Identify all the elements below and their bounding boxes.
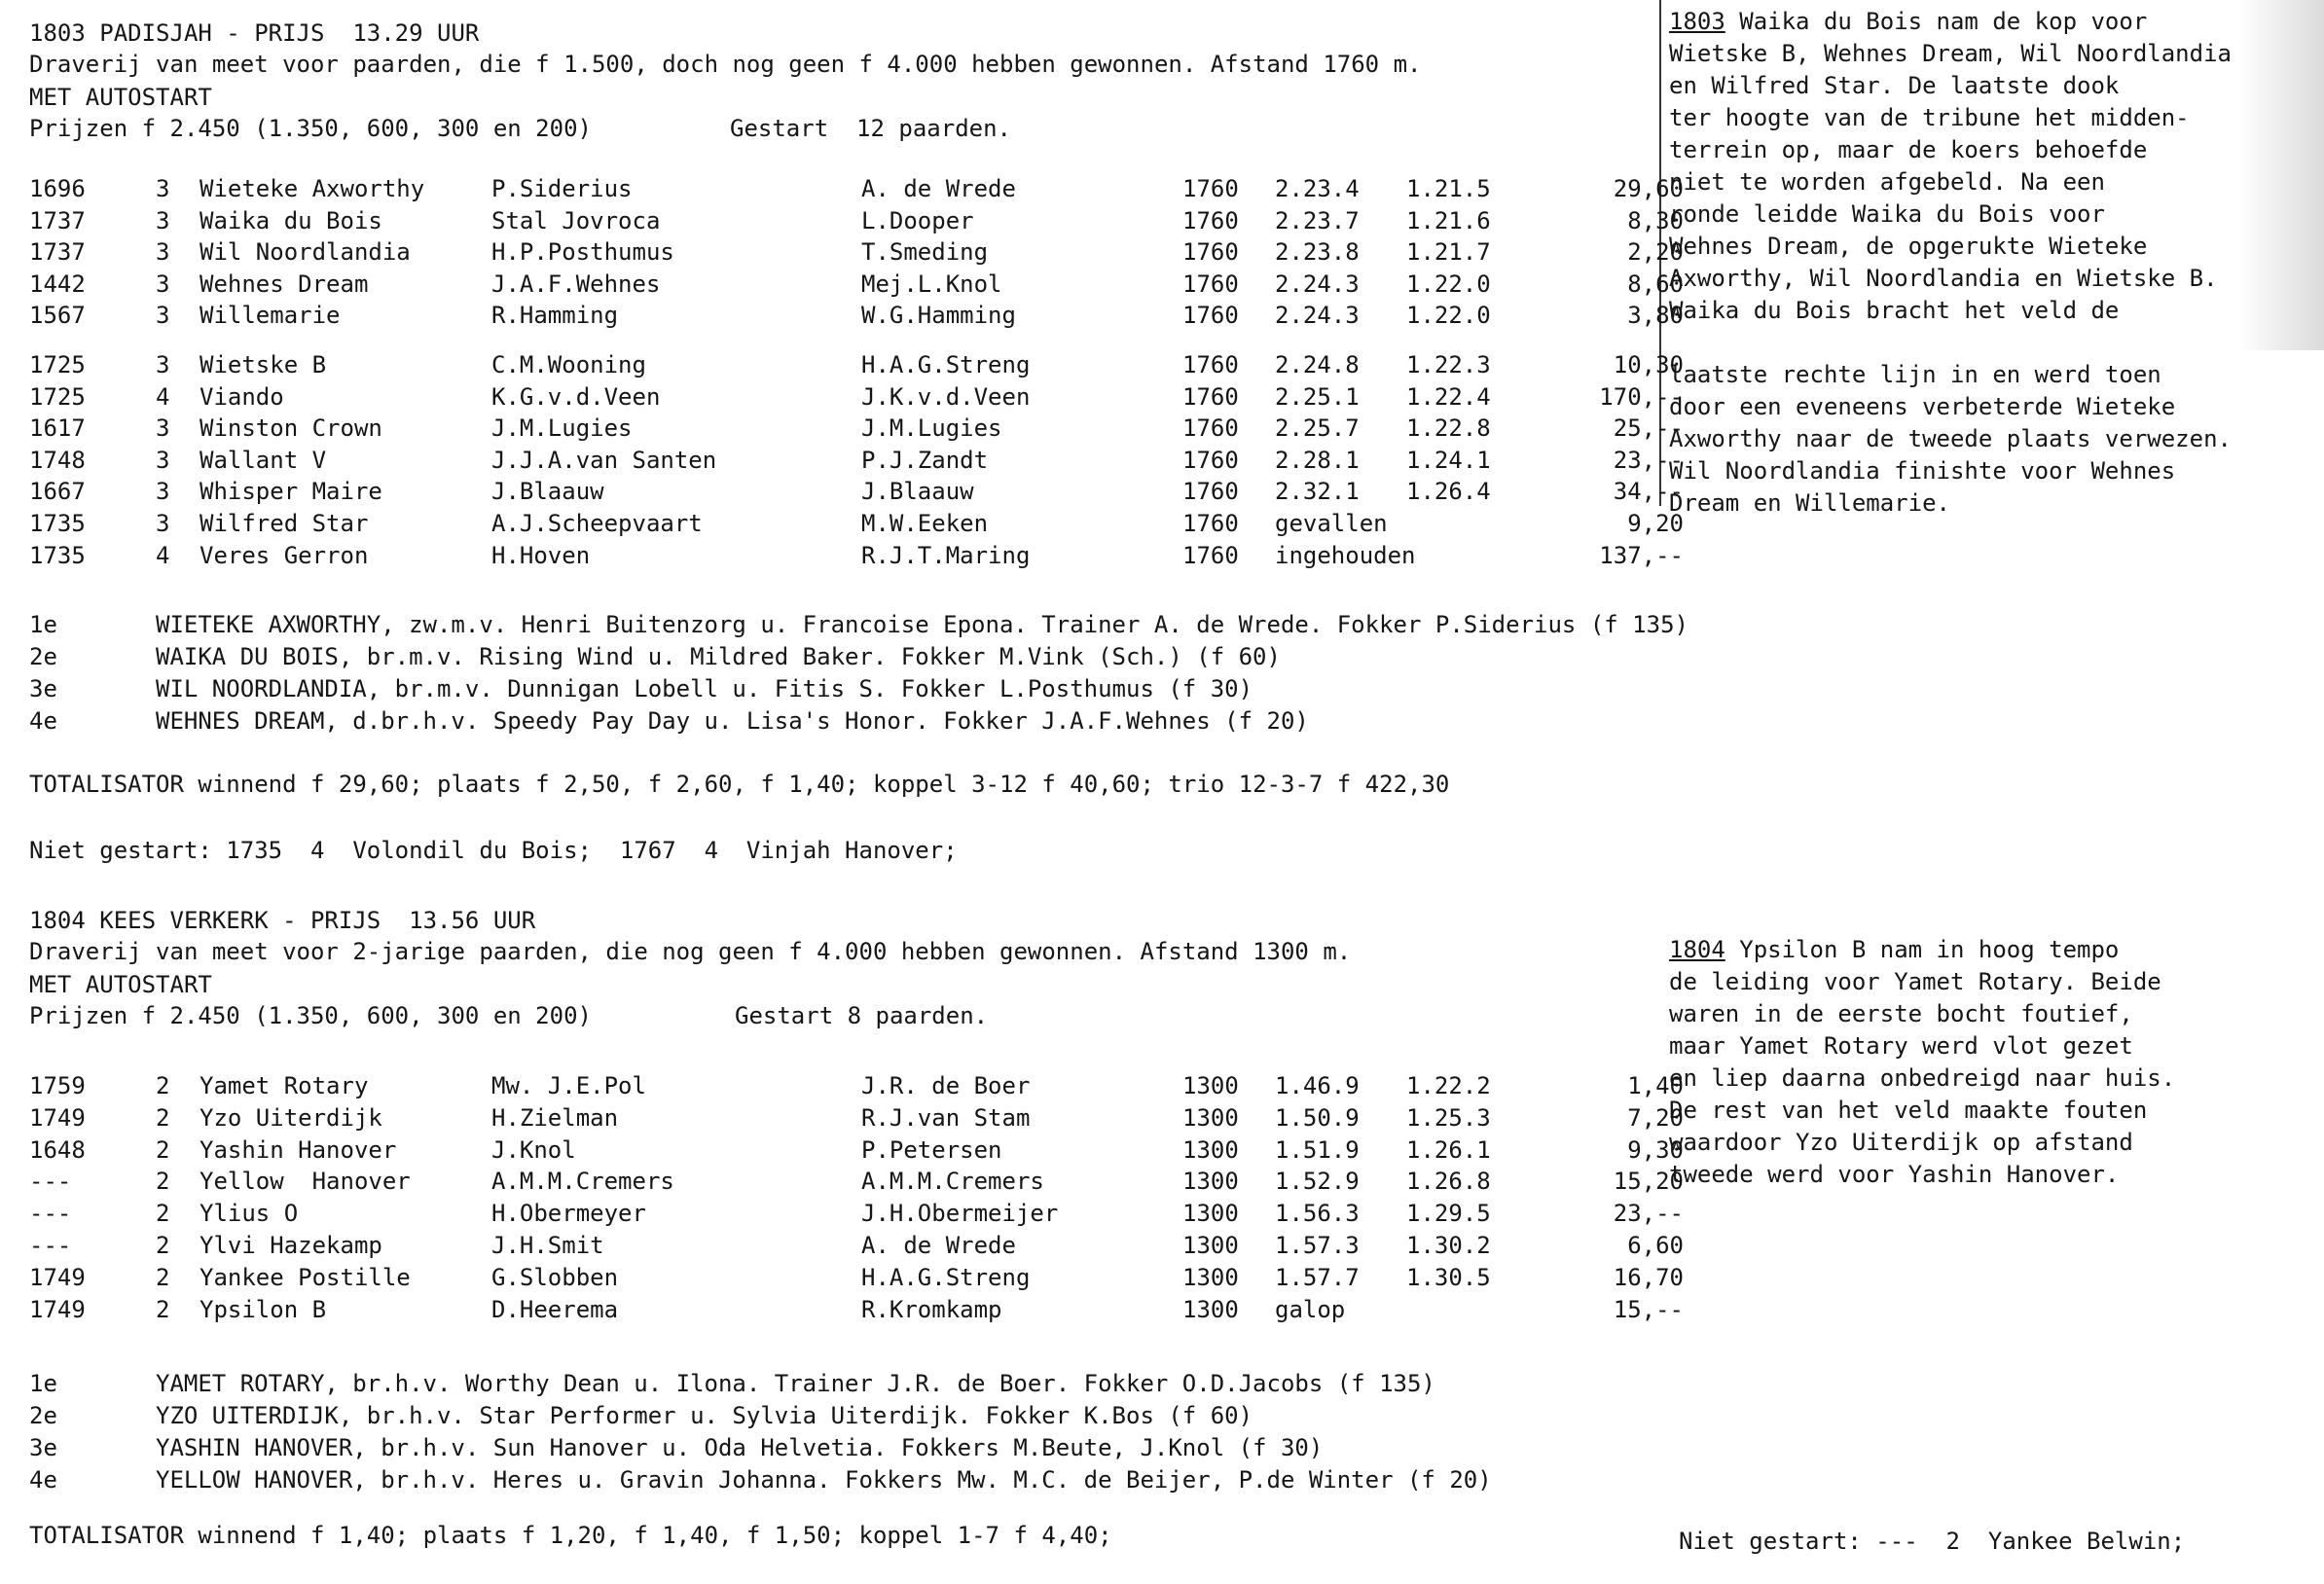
placing-label: 3e [29,1434,57,1461]
horse-age: 3 [156,478,170,506]
race-1803-started: Gestart 12 paarden. [730,115,1011,142]
km-time: 1.30.2 [1406,1232,1491,1259]
placing-label: 2e [29,643,57,670]
placing-description: WIETEKE AXWORTHY, zw.m.v. Henri Buitenzorg u. Francoise Epona. Trainer A. de Wrede. Fokker P.Siderius (f 135) [156,611,1689,638]
table-row [29,173,1684,205]
table-row [29,1102,1684,1134]
start-number: 1696 [29,175,86,202]
race-1804-report-line [1669,934,2311,966]
placing-row [29,641,1684,673]
owner: H.Hoven [491,541,591,569]
race-time: 1.57.7 [1275,1263,1360,1291]
placing-row [29,609,1689,641]
driver: L.Dooper [861,206,974,234]
table-row [29,540,1684,572]
odds: 8,30 [1627,206,1684,234]
horse-name: Yashin Hanover [200,1135,397,1164]
table-row [29,1070,1684,1102]
race-1803-not-started: Niet gestart: 1735 4 Volondil du Bois; 1767 4 Vinjah Hanover; [29,837,958,864]
horse-name: Yamet Rotary [200,1072,369,1099]
owner: K.G.v.d.Veen [491,382,661,411]
race-1803-report-line: Axworthy naar de tweede plaats verwezen. [1669,425,2232,452]
horse-age: 3 [156,206,170,234]
start-number: 1725 [29,351,86,378]
horse-age: 3 [156,175,170,202]
placing-row [29,1432,1684,1464]
km-time: 1.22.0 [1406,302,1491,330]
race-time: 2.32.1 [1275,478,1360,506]
horse-name: Ylius O [200,1200,299,1228]
race-1803-report-line: Dream en Willemarie. [1669,489,1950,517]
start-number: 1759 [29,1072,86,1099]
horse-age: 3 [156,238,170,267]
start-number: --- [29,1168,72,1196]
start-number: 1567 [29,302,86,330]
horse-name: Yankee Postille [200,1263,411,1291]
driver: J.R. de Boer [861,1072,1031,1099]
distance: 1760 [1182,351,1239,378]
race-time: 1.56.3 [1275,1200,1360,1228]
distance: 1300 [1182,1135,1239,1164]
race-1804-start-type: MET AUTOSTART [29,971,212,998]
horse-age: 2 [156,1232,170,1259]
race-1804-heading: 1804 KEES VERKERK - PRIJS 13.56 UUR [29,907,536,934]
odds: 34,-- [1613,478,1684,506]
odds: 10,30 [1613,351,1684,378]
start-number: 1737 [29,206,86,234]
race-1803-report-line: en Wilfred Star. De laatste dook [1669,72,2120,99]
race-time: 2.25.1 [1275,382,1360,411]
driver: H.A.G.Streng [861,351,1031,378]
start-number: 1667 [29,478,86,506]
race-1803-report-line: Waika du Bois bracht het veld de [1669,297,2120,324]
owner: A.M.M.Cremers [491,1168,674,1196]
owner: Mw. J.E.Pol [491,1072,646,1099]
start-number: 1748 [29,446,86,474]
placing-label: 1e [29,611,57,638]
km-time: 1.22.2 [1406,1072,1491,1099]
race-time: 2.28.1 [1275,446,1360,474]
distance: 1760 [1182,478,1239,506]
race-1803-report [1669,6,2311,520]
race-1803-report-line: Wietske B, Wehnes Dream, Wil Noordlandia [1669,40,2232,67]
odds: 23,-- [1613,446,1684,474]
horse-age: 3 [156,270,170,298]
race-1804-conditions: Draverij van meet voor 2-jarige paarden, die nog geen f 4.000 hebben gewonnen. Afstand 1300 m. [29,938,1352,965]
race-1803-report-number: 1803 [1669,8,1725,35]
placing-label: 2e [29,1402,57,1429]
horse-name: Viando [200,382,284,411]
horse-age: 3 [156,351,170,378]
race-time: 2.24.3 [1275,302,1360,330]
odds: 15,-- [1613,1295,1684,1323]
distance: 1300 [1182,1168,1239,1196]
owner: C.M.Wooning [491,351,646,378]
horse-age: 2 [156,1295,170,1323]
start-number: 1749 [29,1103,86,1132]
start-number: 1749 [29,1295,86,1323]
km-time: 1.22.8 [1406,414,1491,443]
start-number: 1725 [29,382,86,411]
odds: 6,60 [1627,1232,1684,1259]
distance: 1300 [1182,1232,1239,1259]
horse-age: 2 [156,1200,170,1228]
owner: J.M.Lugies [491,414,633,443]
race-1803-report-line: door een eveneens verbeterde Wieteke [1669,393,2176,420]
horse-name: Wehnes Dream [200,270,369,298]
horse-name: Wietske B [200,351,327,378]
placing-label: 4e [29,1466,57,1494]
km-time: 1.22.3 [1406,351,1491,378]
placing-description: YELLOW HANOVER, br.h.v. Heres u. Gravin Johanna. Fokkers Mw. M.C. de Beijer, P.de Winter (f 20) [156,1466,1492,1494]
owner: J.J.A.van Santen [491,446,717,474]
race-1803-report-line: Wehnes Dream, de opgerukte Wieteke [1669,233,2148,260]
owner: R.Hamming [491,302,619,330]
race-time: 2.24.8 [1275,351,1360,378]
placing-label: 4e [29,707,57,735]
race-time: gevallen [1275,510,1388,537]
km-time: 1.25.3 [1406,1103,1491,1132]
race-1803-conditions: Draverij van meet voor paarden, die f 1.500, doch nog geen f 4.000 hebben gewonnen. Afstand 1760 m. [29,51,1422,78]
table-row [29,1166,1684,1198]
table-row [29,476,1684,508]
horse-name: Willemarie [200,302,341,330]
horse-name: Whisper Maire [200,478,382,506]
owner: H.Zielman [491,1103,619,1132]
km-time: 1.21.5 [1406,175,1491,202]
horse-name: Wil Noordlandia [200,238,411,267]
placing-description: WAIKA DU BOIS, br.m.v. Rising Wind u. Mildred Baker. Fokker M.Vink (Sch.) (f 60) [156,643,1281,670]
owner: J.Knol [491,1135,576,1164]
horse-name: Winston Crown [200,414,382,443]
odds: 137,-- [1599,541,1684,569]
odds: 7,20 [1627,1103,1684,1132]
table-row [29,1294,1684,1326]
race-1804-report-line: waren in de eerste bocht foutief, [1669,1000,2133,1027]
race-1804-not-started: Niet gestart: --- 2 Yankee Belwin; [1679,1528,2186,1555]
table-row [29,300,1684,332]
driver: P.Petersen [861,1135,1002,1164]
race-time: 2.23.8 [1275,238,1360,267]
race-1803-prizes: Prijzen f 2.450 (1.350, 600, 300 en 200) [29,115,592,142]
table-row [29,1230,1684,1262]
race-time: galop [1275,1295,1346,1323]
owner: P.Siderius [491,175,633,202]
start-number: 1737 [29,238,86,267]
placing-label: 1e [29,1370,57,1397]
distance: 1300 [1182,1103,1239,1132]
km-time: 1.21.6 [1406,206,1491,234]
race-time: 1.50.9 [1275,1103,1360,1132]
race-1803-report-line: laatste rechte lijn in en werd toen [1669,361,2161,388]
placing-row [29,705,1684,738]
table-row [29,508,1684,540]
owner: D.Heerema [491,1295,619,1323]
race-1803-report-line-text: Waika du Bois nam de kop voor [1725,8,2148,35]
race-1804-report-number: 1804 [1669,936,1725,963]
driver: Mej.L.Knol [861,270,1002,298]
race-time: 1.51.9 [1275,1135,1360,1164]
distance: 1760 [1182,175,1239,202]
placing-label: 3e [29,675,57,702]
odds: 9,30 [1627,1135,1684,1164]
table-row [29,205,1684,237]
start-number: --- [29,1200,72,1228]
table-row [29,1134,1684,1167]
horse-age: 4 [156,541,170,569]
odds: 25,-- [1613,414,1684,443]
table-row [29,349,1684,381]
distance: 1760 [1182,541,1239,569]
distance: 1760 [1182,206,1239,234]
placing-description: YAMET ROTARY, br.h.v. Worthy Dean u. Ilona. Trainer J.R. de Boer. Fokker O.D.Jacobs (f 135) [156,1370,1435,1397]
km-time: 1.22.0 [1406,270,1491,298]
race-1803-heading: 1803 PADISJAH - PRIJS 13.29 UUR [29,19,480,47]
km-time: 1.30.5 [1406,1263,1491,1291]
race-1803-report-line: ronde leidde Waika du Bois voor [1669,200,2105,228]
horse-name: Veres Gerron [200,541,369,569]
horse-name: Ylvi Hazekamp [200,1232,382,1259]
driver: J.M.Lugies [861,414,1002,443]
horse-name: Ypsilon B [200,1295,327,1323]
placing-row [29,1368,1684,1400]
placing-row [29,1400,1684,1432]
placing-description: WEHNES DREAM, d.br.h.v. Speedy Pay Day u. Lisa's Honor. Fokker J.A.F.Wehnes (f 20) [156,707,1309,735]
distance: 1300 [1182,1072,1239,1099]
race-1803-start-type: MET AUTOSTART [29,84,212,111]
race-1804-prizes: Prijzen f 2.450 (1.350, 600, 300 en 200) [29,1002,592,1029]
distance: 1300 [1182,1263,1239,1291]
table-row [29,445,1684,477]
horse-name: Wieteke Axworthy [200,175,425,202]
race-1803-report-line: niet te worden afgebeld. Na een [1669,168,2105,196]
horse-age: 2 [156,1103,170,1132]
driver: W.G.Hamming [861,302,1016,330]
owner: J.A.F.Wehnes [491,270,661,298]
start-number: 1648 [29,1135,86,1164]
start-number: 1749 [29,1263,86,1291]
start-number: 1735 [29,541,86,569]
race-1803-report-line [1669,327,2311,359]
horse-age: 3 [156,302,170,330]
race-1804-report-line: de leiding voor Yamet Rotary. Beide [1669,968,2161,995]
race-time: 2.23.4 [1275,175,1360,202]
driver: A. de Wrede [861,175,1016,202]
horse-name: Waika du Bois [200,206,382,234]
race-1804-report-line: tweede werd voor Yashin Hanover. [1669,1161,2120,1188]
driver: J.Blaauw [861,478,974,506]
odds: 15,20 [1613,1168,1684,1196]
horse-age: 2 [156,1072,170,1099]
odds: 16,70 [1613,1263,1684,1291]
table-row [29,1262,1684,1294]
horse-name: Yellow Hanover [200,1168,411,1196]
race-1803-report-line: terrein op, maar de koers behoefde [1669,136,2148,163]
placing-description: YZO UITERDIJK, br.h.v. Star Performer u. Sylvia Uiterdijk. Fokker K.Bos (f 60) [156,1402,1253,1429]
owner: A.J.Scheepvaart [491,510,703,537]
distance: 1760 [1182,302,1239,330]
table-row [29,269,1684,301]
race-time: 2.25.7 [1275,414,1360,443]
odds: 1,40 [1627,1072,1684,1099]
placing-description: YASHIN HANOVER, br.h.v. Sun Hanover u. Oda Helvetia. Fokkers M.Beute, J.Knol (f 30) [156,1434,1324,1461]
table-row [29,381,1684,414]
race-1804-totalisator: TOTALISATOR winnend f 1,40; plaats f 1,20, f 1,40, f 1,50; koppel 1-7 f 4,40; [29,1522,1112,1549]
race-1803-totalisator: TOTALISATOR winnend f 29,60; plaats f 2,50, f 2,60, f 1,40; koppel 3-12 f 40,60; trio 12-3-7 f 422,30 [29,771,1450,798]
race-time: 2.23.7 [1275,206,1360,234]
distance: 1760 [1182,510,1239,537]
race-1803-report-line [1669,6,2311,38]
horse-name: Wilfred Star [200,510,369,537]
owner: G.Slobben [491,1263,619,1291]
distance: 1300 [1182,1200,1239,1228]
driver: J.K.v.d.Veen [861,382,1031,411]
odds: 170,-- [1599,382,1684,411]
driver: P.J.Zandt [861,446,989,474]
distance: 1760 [1182,270,1239,298]
race-1804-report-line: en liep daarna onbedreigd naar huis. [1669,1064,2176,1092]
table-row [29,236,1684,269]
distance: 1760 [1182,446,1239,474]
km-time: 1.26.4 [1406,478,1491,506]
table-row [29,413,1684,445]
table-row [29,1198,1684,1230]
horse-age: 3 [156,510,170,537]
odds: 29,60 [1613,175,1684,202]
race-time: ingehouden [1275,541,1416,569]
placing-row [29,1464,1684,1496]
race-time: 2.24.3 [1275,270,1360,298]
race-time: 1.46.9 [1275,1072,1360,1099]
race-1804-report-line: maar Yamet Rotary werd vlot gezet [1669,1032,2133,1060]
odds: 3,80 [1627,302,1684,330]
distance: 1760 [1182,238,1239,267]
odds: 9,20 [1627,510,1684,537]
horse-age: 3 [156,414,170,443]
horse-age: 3 [156,446,170,474]
horse-age: 2 [156,1135,170,1164]
race-1803-report-line: Axworthy, Wil Noordlandia en Wietske B. [1669,265,2218,292]
placing-description: WIL NOORDLANDIA, br.m.v. Dunnigan Lobell u. Fitis S. Fokker L.Posthumus (f 30) [156,675,1253,702]
odds: 23,-- [1613,1200,1684,1228]
driver: A.M.M.Cremers [861,1168,1044,1196]
start-number: --- [29,1232,72,1259]
driver: R.J.T.Maring [861,541,1031,569]
owner: Stal Jovroca [491,206,661,234]
placing-row [29,673,1684,705]
race-1803-report-line: Wil Noordlandia finishte voor Wehnes [1669,457,2176,485]
driver: H.A.G.Streng [861,1263,1031,1291]
horse-age: 4 [156,382,170,411]
horse-age: 2 [156,1168,170,1196]
distance: 1760 [1182,414,1239,443]
owner: H.Obermeyer [491,1200,646,1228]
driver: R.Kromkamp [861,1295,1002,1323]
start-number: 1617 [29,414,86,443]
owner: J.H.Smit [491,1232,604,1259]
odds: 2,20 [1627,238,1684,267]
km-time: 1.26.1 [1406,1135,1491,1164]
distance: 1760 [1182,382,1239,411]
driver: A. de Wrede [861,1232,1016,1259]
race-time: 1.52.9 [1275,1168,1360,1196]
km-time: 1.26.8 [1406,1168,1491,1196]
race-1804-report [1669,934,2311,1191]
race-1804-report-line: waardoor Yzo Uiterdijk op afstand [1669,1129,2133,1156]
owner: H.P.Posthumus [491,238,674,267]
km-time: 1.29.5 [1406,1200,1491,1228]
odds: 8,60 [1627,270,1684,298]
start-number: 1442 [29,270,86,298]
horse-name: Wallant V [200,446,327,474]
horse-name: Yzo Uiterdijk [200,1103,382,1132]
distance: 1300 [1182,1295,1239,1323]
km-time: 1.22.4 [1406,382,1491,411]
driver: M.W.Eeken [861,510,989,537]
km-time: 1.21.7 [1406,238,1491,267]
driver: J.H.Obermeijer [861,1200,1059,1228]
driver: T.Smeding [861,238,989,267]
race-time: 1.57.3 [1275,1232,1360,1259]
start-number: 1735 [29,510,86,537]
horse-age: 2 [156,1263,170,1291]
race-1804-report-line-text: Ypsilon B nam in hoog tempo [1725,936,2120,963]
km-time: 1.24.1 [1406,446,1491,474]
driver: R.J.van Stam [861,1103,1031,1132]
race-1804-started: Gestart 8 paarden. [735,1002,989,1029]
race-1804-report-line: De rest van het veld maakte fouten [1669,1097,2148,1124]
owner: J.Blaauw [491,478,604,506]
race-1803-report-line: ter hoogte van de tribune het midden- [1669,104,2190,131]
